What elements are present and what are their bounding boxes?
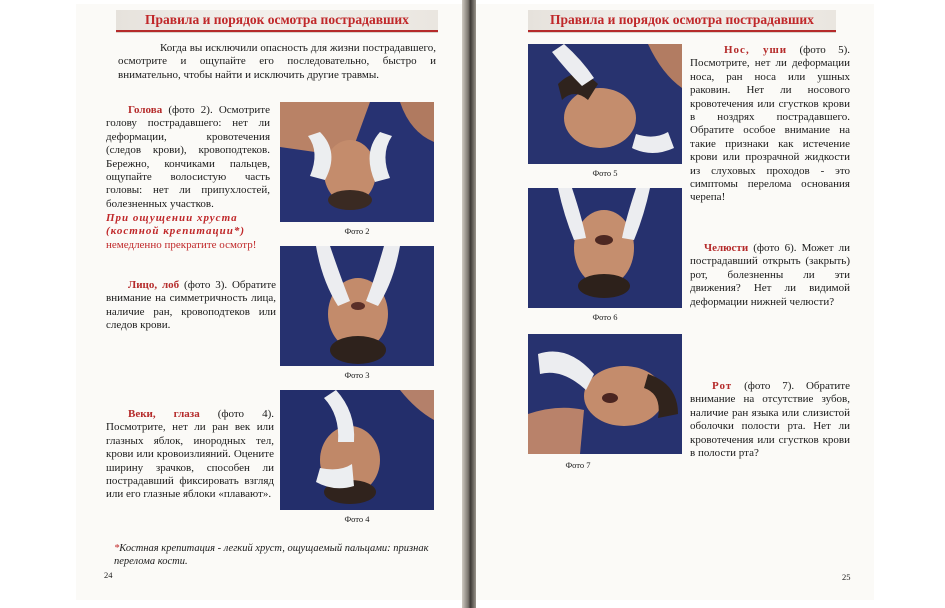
mouth-section [690, 380, 850, 460]
right-page-header: Правила и порядок осмотра пострадавших [528, 10, 836, 32]
right-page [476, 4, 874, 600]
face-section [106, 279, 276, 333]
footnote [114, 542, 440, 568]
footnote-text: Костная крепитация - легкий хруст, ощущаемый пальцами: признак перелома кости. [114, 543, 429, 567]
eyes-section [106, 408, 274, 502]
photo-7-caption: Фото 7 [565, 460, 591, 470]
face-text: (фото 3). Обратите внимание на симметричность лица, наличие ран, кровоподтеков или следов крови. [106, 279, 277, 332]
eyes-heading: Веки, глаза [128, 408, 200, 420]
intro-paragraph: Когда вы исключили опасность для жизни пострадавшего, осмотрите и ощупайте его последовательно, быстро и внимательно, чтобы найти и исключить другие травмы. [118, 42, 436, 81]
face-heading: Лицо, лоб [128, 279, 180, 291]
right-page-number: 25 [842, 572, 851, 582]
jaws-heading: Челюсти [704, 242, 749, 254]
left-page [76, 4, 464, 600]
mouth-heading: Рот [712, 380, 733, 392]
photo-6-caption: Фото 6 [592, 312, 618, 322]
left-page-number: 24 [104, 570, 113, 580]
photo-5-caption: Фото 5 [592, 168, 618, 178]
photo-2-caption: Фото 2 [344, 226, 370, 236]
head-heading: Голова [128, 104, 163, 116]
photo-3-caption: Фото 3 [344, 370, 370, 380]
book-gutter [462, 0, 476, 608]
footnote-star: * [114, 543, 120, 554]
left-page-header: Правила и порядок осмотра пострадавших [116, 10, 438, 32]
photo-3-face-exam [280, 246, 434, 366]
photo-5-nose-ears-exam [528, 44, 682, 164]
eyes-text: (фото 4). Посмотрите, нет ли ран век или глазных яблок, инородных тел, крови или кровоизлияний. Оцените ширину зрачков, способен ли пострадавший фиксировать взгляд или его глазные яблоки «плавают». [106, 408, 274, 501]
photo-4-eyes-exam [280, 390, 434, 510]
head-warning-text: немедленно прекратите осмотр! [106, 238, 257, 251]
head-warning-heading: При ощущении хруста (костной крепитации*) [106, 212, 245, 238]
nose-ears-section [690, 44, 850, 205]
photo-6-jaw-exam [528, 188, 682, 308]
photo-2-head-exam [280, 102, 434, 222]
nose-ears-text: (фото 5). Посмотрите, нет ли деформации носа, ран носа или ушных раковин. Нет ли носового кровотечения или сгустков крови в ноздрях пострадавшего. Обратите особое внимание на такие признаки как истечение крови или прозрачной жидкости из слуховых проходов - это симптомы перелома основания черепа! [690, 44, 850, 204]
head-text: (фото 2). Осмотрите голову пострадавшего: нет ли деформации, кровотечения (следов крови), кровоподтеков. Бережно, кончиками пальцев, ощупайте волосистую часть головы: нет ли припухлостей, болезненных участков. [106, 104, 270, 210]
mouth-text: (фото 7). Обратите внимание на отсутствие зубов, наличие ран языка или слизистой оболочки полости рта. Нет ли кровотечения или сгустков крови в полости рта? [690, 380, 850, 460]
photo-7-mouth-exam [528, 334, 682, 454]
photo-4-caption: Фото 4 [344, 514, 370, 524]
jaws-section [690, 242, 850, 309]
head-section [106, 104, 270, 211]
jaws-text: (фото 6). Может ли пострадавший открыть (закрыть) рот, болезненны ли эти движения? Нет ли видимой деформации нижней челюсти? [690, 242, 850, 308]
head-warning [106, 212, 274, 252]
nose-ears-heading: Нос, уши [724, 44, 788, 56]
